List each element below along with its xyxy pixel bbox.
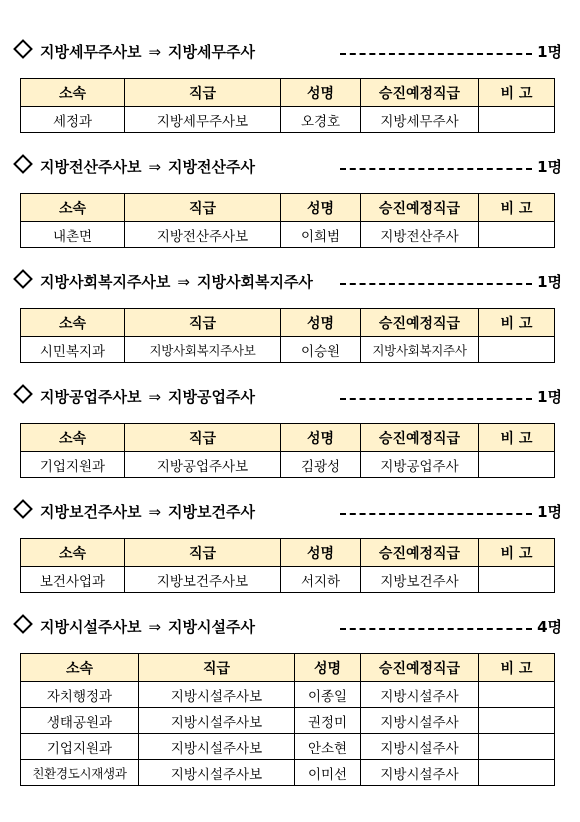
table-cell (479, 452, 555, 478)
current-rank: 지방보건주사보 (40, 503, 142, 521)
promotion-table (20, 538, 555, 593)
column-header: 직급 (125, 309, 281, 337)
table-cell: 자치행정과 (21, 682, 139, 708)
promotion-table (20, 653, 555, 786)
promotion-count: 4명 (537, 618, 562, 636)
table-cell: 지방사회복지주사 (361, 337, 479, 363)
arrow-icon: ⇒ (148, 503, 162, 521)
column-header: 직급 (125, 194, 281, 222)
table-cell: 친환경도시재생과 (21, 760, 139, 786)
table-cell: 지방보건주사 (361, 567, 479, 593)
table-cell: 지방시설주사보 (139, 734, 295, 760)
dashed-leader (340, 398, 532, 400)
table-cell: 지방세무주사보 (125, 107, 281, 133)
section-heading (12, 615, 562, 639)
table-cell (479, 337, 555, 363)
promotion-table (20, 308, 555, 363)
section-heading (12, 385, 562, 409)
target-rank: 지방공업주사 (168, 388, 255, 406)
column-header: 승진예정직급 (361, 194, 479, 222)
table-header-row (21, 309, 555, 337)
table-cell: 오경호 (281, 107, 361, 133)
table-cell: 이종일 (295, 682, 361, 708)
table-cell: 시민복지과 (21, 337, 125, 363)
table-cell: 이승원 (281, 337, 361, 363)
table-header-row (21, 79, 555, 107)
table-cell: 지방시설주사보 (139, 760, 295, 786)
current-rank: 지방공업주사보 (40, 388, 142, 406)
table-header-row (21, 539, 555, 567)
table-header-row (21, 654, 555, 682)
promotion-table (20, 78, 555, 133)
table-cell: 내촌면 (21, 222, 125, 248)
table-row (21, 682, 555, 708)
target-rank: 지방시설주사 (168, 618, 255, 636)
table-header-row (21, 424, 555, 452)
column-header: 승진예정직급 (361, 309, 479, 337)
table-cell: 지방시설주사보 (139, 708, 295, 734)
column-header: 성명 (295, 654, 361, 682)
table-cell: 지방시설주사보 (139, 682, 295, 708)
section-heading (12, 155, 562, 179)
diamond-bullet-icon (13, 384, 33, 404)
table-row (21, 107, 555, 133)
table-cell: 기업지원과 (21, 452, 125, 478)
column-header: 성명 (281, 79, 361, 107)
promotion-table (20, 423, 555, 478)
table-row (21, 222, 555, 248)
arrow-icon: ⇒ (148, 158, 162, 176)
table-cell: 지방세무주사 (361, 107, 479, 133)
table-cell: 생태공원과 (21, 708, 139, 734)
dashed-leader (340, 168, 532, 170)
arrow-icon: ⇒ (148, 388, 162, 406)
column-header: 비 고 (479, 79, 555, 107)
column-header: 소속 (21, 79, 125, 107)
column-header: 성명 (281, 539, 361, 567)
current-rank: 지방전산주사보 (40, 158, 142, 176)
column-header: 승진예정직급 (361, 79, 479, 107)
dashed-leader (340, 513, 532, 515)
table-cell: 기업지원과 (21, 734, 139, 760)
table-row (21, 452, 555, 478)
column-header: 비 고 (479, 309, 555, 337)
column-header: 비 고 (479, 424, 555, 452)
current-rank: 지방사회복지주사보 (40, 273, 171, 291)
table-cell (479, 682, 555, 708)
promotion-count: 1명 (537, 388, 562, 406)
table-cell: 지방시설주사 (361, 708, 479, 734)
table-cell: 지방공업주사 (361, 452, 479, 478)
table-cell: 세정과 (21, 107, 125, 133)
diamond-bullet-icon (13, 154, 33, 174)
table-cell: 지방사회복지주사보 (125, 337, 281, 363)
diamond-bullet-icon (13, 499, 33, 519)
column-header: 비 고 (479, 654, 555, 682)
column-header: 성명 (281, 309, 361, 337)
column-header: 승진예정직급 (361, 539, 479, 567)
dashed-leader (340, 628, 532, 630)
promotion-table (20, 193, 555, 248)
column-header: 직급 (125, 79, 281, 107)
column-header: 비 고 (479, 194, 555, 222)
table-cell: 지방시설주사 (361, 760, 479, 786)
target-rank: 지방사회복지주사 (197, 273, 313, 291)
column-header: 소속 (21, 654, 139, 682)
table-cell (479, 107, 555, 133)
dashed-leader (340, 283, 532, 285)
table-cell: 권정미 (295, 708, 361, 734)
column-header: 직급 (139, 654, 295, 682)
table-cell: 지방시설주사 (361, 682, 479, 708)
current-rank: 지방시설주사보 (40, 618, 142, 636)
column-header: 소속 (21, 424, 125, 452)
table-cell: 지방전산주사 (361, 222, 479, 248)
column-header: 승진예정직급 (361, 654, 479, 682)
table-cell: 안소현 (295, 734, 361, 760)
table-cell (479, 708, 555, 734)
section-heading (12, 500, 562, 524)
table-row (21, 337, 555, 363)
table-cell: 김광성 (281, 452, 361, 478)
table-cell: 지방보건주사보 (125, 567, 281, 593)
promotion-count: 1명 (537, 503, 562, 521)
promotion-count: 1명 (537, 273, 562, 291)
table-cell: 서지하 (281, 567, 361, 593)
diamond-bullet-icon (13, 614, 33, 634)
table-cell (479, 567, 555, 593)
arrow-icon: ⇒ (148, 618, 162, 636)
current-rank: 지방세무주사보 (40, 43, 142, 61)
column-header: 직급 (125, 424, 281, 452)
column-header: 소속 (21, 539, 125, 567)
table-row (21, 567, 555, 593)
target-rank: 지방전산주사 (168, 158, 255, 176)
table-cell: 지방공업주사보 (125, 452, 281, 478)
table-cell: 지방전산주사보 (125, 222, 281, 248)
column-header: 승진예정직급 (361, 424, 479, 452)
table-header-row (21, 194, 555, 222)
table-cell: 이희범 (281, 222, 361, 248)
table-cell (479, 734, 555, 760)
table-cell: 보건사업과 (21, 567, 125, 593)
arrow-icon: ⇒ (148, 43, 162, 61)
dashed-leader (340, 53, 532, 55)
target-rank: 지방보건주사 (168, 503, 255, 521)
table-row (21, 708, 555, 734)
arrow-icon: ⇒ (177, 273, 190, 291)
target-rank: 지방세무주사 (168, 43, 255, 61)
diamond-bullet-icon (13, 269, 33, 289)
table-cell: 이미선 (295, 760, 361, 786)
column-header: 비 고 (479, 539, 555, 567)
table-row (21, 760, 555, 786)
table-cell: 지방시설주사 (361, 734, 479, 760)
table-cell (479, 222, 555, 248)
section-heading (12, 270, 562, 294)
column-header: 소속 (21, 194, 125, 222)
promotion-count: 1명 (537, 43, 562, 61)
column-header: 직급 (125, 539, 281, 567)
promotion-count: 1명 (537, 158, 562, 176)
table-cell (479, 760, 555, 786)
diamond-bullet-icon (13, 39, 33, 59)
column-header: 성명 (281, 424, 361, 452)
column-header: 소속 (21, 309, 125, 337)
table-row (21, 734, 555, 760)
column-header: 성명 (281, 194, 361, 222)
section-heading (12, 40, 562, 64)
